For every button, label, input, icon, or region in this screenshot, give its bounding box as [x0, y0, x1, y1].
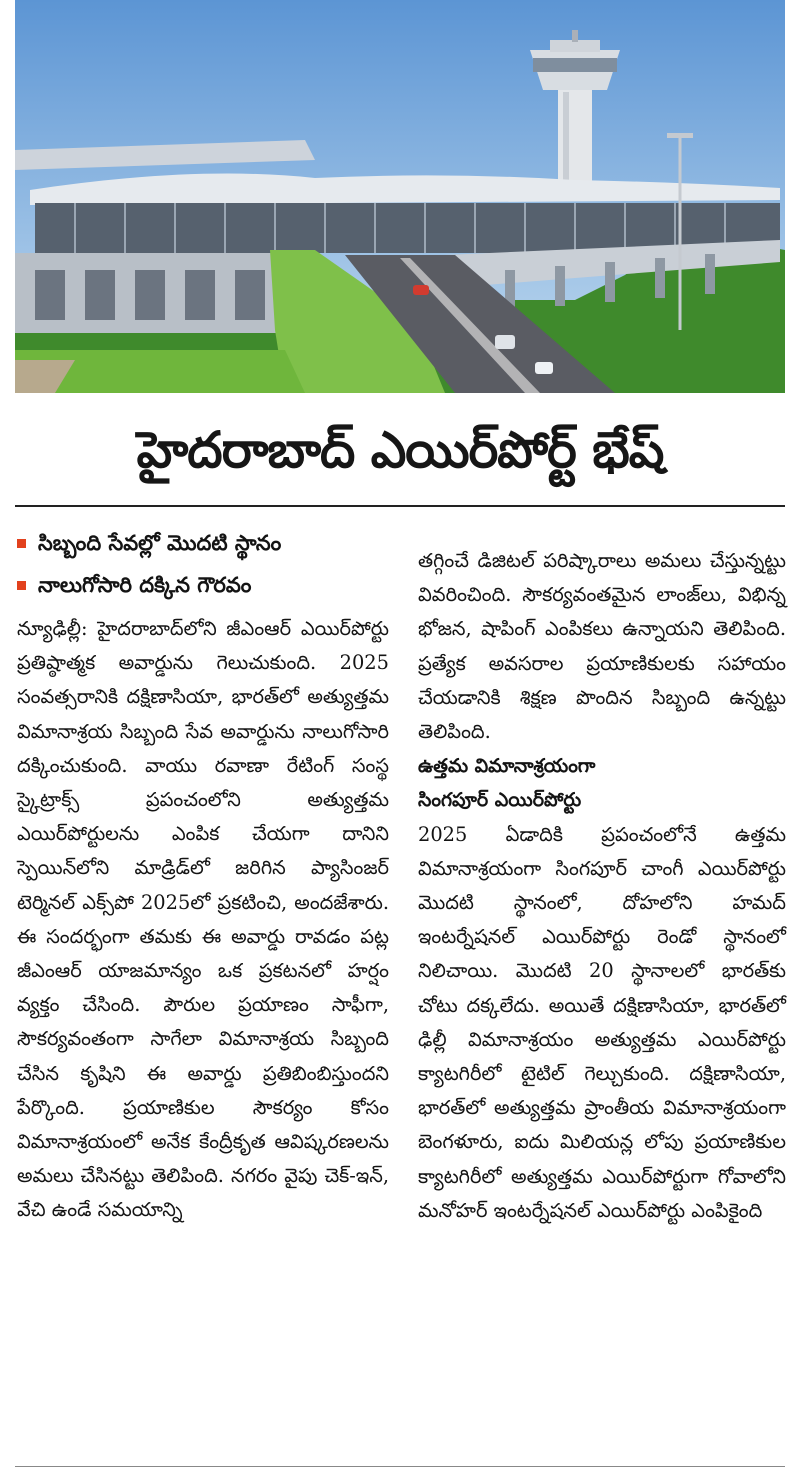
body-paragraph: తగ్గించే డిజిటల్ పరిష్కారాలు అమలు చేస్తున్నట్టు వివరించింది. సౌకర్యవంతమైన లాంజ్‌లు, విభిన్న భోజన, షాపింగ్ ఎంపికలు ఉన్నాయని తెలిపింది. ప్రత్యేక అవసరాల ప్రయాణికులకు సహాయం చేయడానికి శిక్షణ పొందిన సిబ్బంది ఉన్నట్టు తెలిపింది.	[418, 549, 786, 744]
bullet-square-icon	[17, 539, 26, 548]
highlight-item	[15, 564, 410, 606]
article-column-right	[418, 544, 786, 1228]
body-paragraph: 2025 ఏడాదికి ప్రపంచంలోనే ఉత్తమ విమానాశ్రయంగా సింగపూర్ చాంగీ ఎయిర్‌పోర్టు మొదటి స్థానంలో, దోహలోని హమద్ ఇంటర్నేషనల్ ఎయిర్‌పోర్టు రెండో స్థానంలో నిలిచాయి. మొదటి 20 స్థానాలలో భారత్‌కు చోటు దక్కలేదు. అయితే దక్షిణాసియా, భారత్‌లో ఢిల్లీ విమానాశ్రయం అత్యుత్తమ ఎయిర్‌పోర్టు క్యాటగిరీలో టైటిల్ గెల్చుకుంది. దక్షిణాసియా, భారత్‌లో అత్యుత్తమ ప్రాంతీయ విమానాశ్రయంగా బెంగళూరు, ఐదు మిలియన్ల లోపు ప్రయాణికుల క్యాటగిరీలో అత్యుత్తమ ఎయిర్‌పోర్టుగా గోవాలోని మనోహర్ ఇంటర్నేషనల్ ఎయిర్‌పోర్టు ఎంపికైంది	[418, 822, 786, 1222]
subheading: సింగపూర్ ఎయిర్‌పోర్టు	[418, 789, 582, 812]
highlight-item	[15, 522, 410, 564]
bullet-square-icon	[17, 581, 26, 590]
article-column-left	[17, 612, 389, 1228]
headline-divider	[15, 505, 785, 507]
headline: హైదరాబాద్ ఎయిర్‌పోర్ట్ భేష్	[136, 421, 664, 479]
airport-photo	[15, 0, 785, 393]
highlights-list	[15, 522, 410, 606]
bottom-divider	[15, 1466, 785, 1467]
highlight-text: సిబ్బంది సేవల్లో మొదటి స్థానం	[38, 531, 282, 555]
subheading: ఉత్తమ విమానాశ్రయంగా	[418, 755, 596, 778]
highlight-text: నాలుగోసారి దక్కిన గౌరవం	[38, 573, 252, 597]
body-paragraph: న్యూఢిల్లీ: హైదరాబాద్‌లోని జీఎంఆర్ ఎయిర్‌పోర్టు ప్రతిష్ఠాత్మక అవార్డును గెలుచుకుంది. 2025 సంవత్సరానికి దక్షిణాసియా, భారత్‌లో అత్యుత్తమ విమానాశ్రయ సిబ్బంది సేవ అవార్డును నాలుగోసారి దక్కించుకుంది. వాయు రవాణా రేటింగ్ సంస్థ స్కైట్రాక్స్ ప్రపంచంలోని అత్యుత్తమ ఎయిర్‌పోర్టులను ఎంపిక చేయగా దానిని స్పెయిన్‌లోని మాడ్రిడ్‌లో జరిగిన ప్యాసింజర్ టెర్మినల్ ఎక్స్‌పో 2025లో ప్రకటించి, అందజేశారు. ఈ సందర్భంగా తమకు ఈ అవార్డు రావడం పట్ల జీఎంఆర్ యాజమాన్యం ఒక ప్రకటనలో హర్షం వ్యక్తం చేసింది. పౌరుల ప్రయాణం సాఫీగా, సౌకర్యవంతంగా సాగేలా విమానాశ్రయ సిబ్బంది చేసిన కృషిని ఈ అవార్డు ప్రతిబింబిస్తుందని పేర్కొంది. ప్రయాణికుల సౌకర్యం కోసం విమానాశ్రయంలో అనేక కేంద్రీకృత ఆవిష్కరణలను అమలు చేసినట్టు తెలిపింది. నగరం వైపు చెక్-ఇన్, వేచి ఉండే సమయాన్ని	[17, 617, 389, 1222]
